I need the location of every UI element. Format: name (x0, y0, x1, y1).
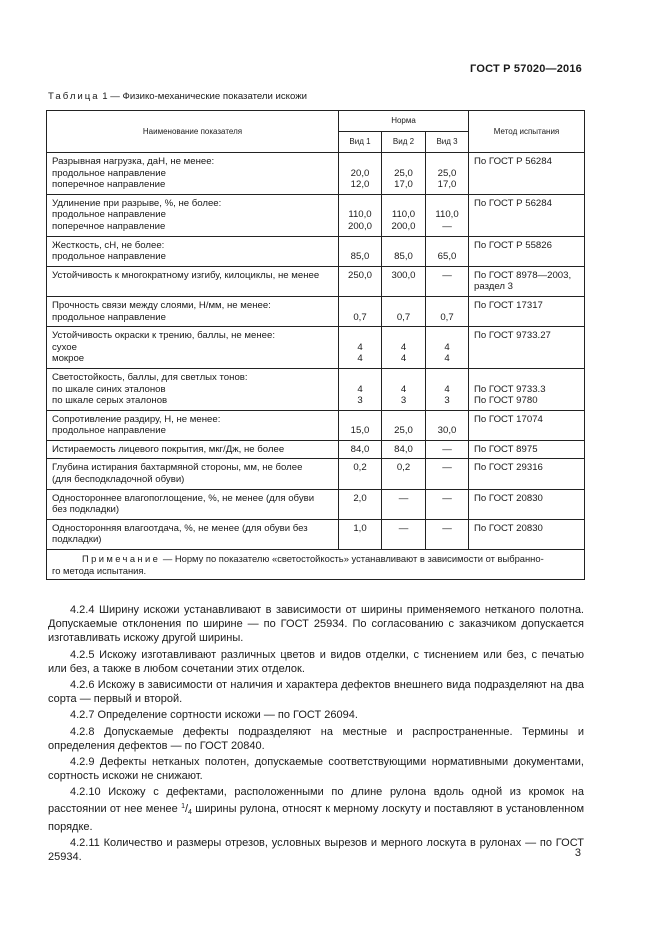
norm-v2-cell (382, 236, 426, 266)
paragraph-4-2-10: 4.2.10 Искожу с дефектами, расположенными по длине рулона вдоль одной из кромок на расстоянии от нее менее $^1/_4$ ширины рулона, относят к мерному лоскуту и поставляют в установленном порядке. (48, 786, 585, 833)
norm-value: 0,2 (396, 462, 411, 474)
norm-value (382, 330, 425, 342)
norm-value: 110,0 (391, 209, 416, 221)
test-method-cell (469, 153, 585, 195)
norm-value: 4 (357, 383, 363, 395)
norm-value (426, 198, 468, 210)
norm-value: 4 (400, 383, 407, 395)
indicator-name-line: подкладки) (52, 534, 102, 546)
norm-v2-cell (382, 194, 426, 236)
indicator-name-line: продольное направление (52, 311, 166, 323)
test-method-cell (469, 296, 585, 326)
indicator-name-cell (47, 368, 339, 410)
norm-value: — (442, 220, 452, 232)
indicator-name-cell (47, 153, 339, 195)
norm-value: — (442, 492, 452, 504)
table-note (47, 550, 585, 580)
table-row (47, 519, 585, 549)
norm-v2-cell (382, 153, 426, 195)
norm-value: 85,0 (394, 251, 413, 263)
norm-v3-cell (426, 410, 469, 440)
norm-v3-cell (426, 327, 469, 369)
norm-value: 3 (444, 395, 450, 407)
column-header-name: Наименование показателя (47, 111, 339, 153)
indicator-name-cell (47, 327, 339, 369)
test-method-cell (469, 519, 585, 549)
indicator-name-line: поперечное направление (52, 220, 166, 232)
norm-v1-cell (339, 519, 382, 549)
norm-value (426, 372, 468, 384)
column-header-vid1: Вид 1 (339, 132, 382, 153)
norm-v3-cell (426, 440, 469, 459)
column-header-vid3: Вид 3 (426, 132, 469, 153)
test-method-cell (469, 194, 585, 236)
norm-value: 0,7 (440, 311, 454, 323)
table-row (47, 236, 585, 266)
test-method-line (474, 372, 581, 384)
table-row (47, 459, 585, 489)
indicator-name-line: Светостойкость, баллы, для светлых тонов: (52, 371, 248, 383)
norm-value: 200,0 (391, 220, 416, 232)
norm-value (426, 240, 468, 252)
table-row (47, 489, 585, 519)
norm-v1-cell (339, 489, 382, 519)
norm-v3-cell (426, 194, 469, 236)
norm-value: 0,2 (353, 462, 367, 474)
test-method-cell (469, 440, 585, 459)
norm-value (339, 156, 381, 168)
paragraph-4-2-6: 4.2.6 Искожу в зависимости от наличия и характера дефектов внешнего вида подразделяют на два сорта — первый и второй. (48, 679, 584, 706)
norm-value: 2,0 (353, 492, 367, 504)
norm-v3-cell (426, 489, 469, 519)
indicator-name-line: без подкладки) (52, 504, 120, 516)
table-row (47, 440, 585, 459)
table-row (47, 153, 585, 195)
test-method-line: По ГОСТ 20830 (474, 492, 543, 504)
norm-value: 300,0 (391, 269, 416, 281)
norm-v3-cell (426, 236, 469, 266)
norm-value (382, 156, 425, 168)
indicator-name-line: Сопротивление раздиру, Н, не менее: (52, 413, 221, 425)
norm-value: 200,0 (347, 220, 372, 232)
norm-value: 65,0 (437, 251, 457, 263)
body-text (48, 603, 584, 866)
norm-value: 0,7 (396, 311, 411, 323)
table-row (47, 410, 585, 440)
norm-value: 84,0 (350, 443, 370, 455)
test-method-line: раздел 3 (474, 281, 513, 293)
norm-value: 3 (400, 395, 407, 407)
test-method-cell (469, 459, 585, 489)
indicator-name-line: Разрывная нагрузка, даН, не менее: (52, 156, 215, 167)
column-header-vid2: Вид 2 (382, 132, 426, 153)
norm-value: 4 (444, 353, 450, 365)
note-label: Примечание (82, 553, 161, 565)
norm-v2-cell (382, 327, 426, 369)
indicator-name-line: Жесткость, сН, не более: (52, 239, 165, 251)
norm-value: 4 (444, 383, 450, 395)
indicator-name-line: Глубина истирания бахтармяной стороны, мм, не более (52, 462, 303, 474)
indicator-name-line: Истираемость лицевого покрытия, мкг/Дж, не более (52, 443, 285, 455)
norm-value: 3 (357, 395, 363, 407)
table-row (47, 296, 585, 326)
norm-value: 12,0 (350, 179, 370, 191)
norm-value: — (442, 462, 452, 474)
column-header-norm: Норма (339, 111, 469, 132)
test-method-line: По ГОСТ 9780 (474, 395, 538, 407)
norm-v3-cell (426, 519, 469, 549)
norm-v3-cell (426, 266, 469, 296)
norm-v1-cell (339, 459, 382, 489)
paragraph-4-2-7: 4.2.7 Определение сортности искожи — по ГОСТ 26094. (70, 709, 358, 722)
norm-v2-cell (382, 489, 426, 519)
table-caption-title: 1 — Физико-механические показатели искожи (99, 91, 307, 102)
test-method-line: По ГОСТ 9733.27 (474, 330, 551, 342)
fraction-denominator: 4 (188, 808, 192, 816)
norm-value: — (442, 522, 452, 534)
norm-value (382, 198, 425, 210)
norm-v2-cell (382, 296, 426, 326)
paragraph-4-2-4: 4.2.4 Ширину искожи устанавливают в зависимости от ширины применяемого нетканого полотна. Допускаемые отклонения по ширине — по ГОСТ 25934. По согласованию с заказчиком допускается изготавливать искожу другой ширины. (48, 604, 584, 645)
norm-v2-cell (382, 410, 426, 440)
table-row (47, 266, 585, 296)
note-text: — Норму по показателю «светостойкость» устанавливают в зависимости от выбранно- (160, 553, 544, 565)
norm-value (426, 300, 468, 312)
norm-v1-cell (339, 266, 382, 296)
norm-v1-cell (339, 440, 382, 459)
indicator-name-cell (47, 440, 339, 459)
test-method-line: По ГОСТ 8978—2003, (474, 269, 572, 281)
norm-v1-cell (339, 327, 382, 369)
norm-v1-cell (339, 153, 382, 195)
indicator-name-line: Одностороннее влагопоглощение, %, не менее (для обуви (52, 492, 315, 504)
norm-value (426, 414, 468, 426)
indicator-name-line: поперечное направление (52, 179, 166, 191)
test-method-line: По ГОСТ 8975 (474, 443, 538, 455)
norm-value (339, 330, 381, 342)
norm-value: 25,0 (437, 167, 457, 179)
test-method-cell (469, 368, 585, 410)
test-method-line: По ГОСТ 29316 (474, 462, 543, 474)
indicator-name-line: сухое (52, 341, 77, 353)
note-text-continued: го метода испытания. (52, 564, 147, 576)
indicator-name-line: Устойчивость окраски к трению, баллы, не менее: (52, 330, 275, 342)
norm-value (426, 156, 468, 168)
test-method-cell (469, 236, 585, 266)
test-method-cell (469, 410, 585, 440)
norm-v1-cell (339, 296, 382, 326)
norm-value: 110,0 (435, 209, 459, 221)
paragraph-4-2-10-end: ширины рулона, относят к мерному лоскуту и поставляют в установленном порядке. (48, 802, 585, 833)
properties-table (46, 110, 585, 580)
norm-value: 4 (400, 353, 407, 365)
norm-v2-cell (382, 440, 426, 459)
norm-v2-cell (382, 519, 426, 549)
table-body (47, 153, 585, 550)
norm-value (339, 414, 381, 426)
norm-value: — (398, 522, 409, 534)
indicator-name-cell (47, 519, 339, 549)
norm-value: — (398, 492, 409, 504)
indicator-name-cell (47, 296, 339, 326)
indicator-name-line: Прочность связи между слоями, Н/мм, не менее: (52, 299, 271, 311)
test-method-cell (469, 489, 585, 519)
norm-v3-cell (426, 368, 469, 410)
norm-value (382, 240, 425, 252)
fraction-numerator: 1 (181, 802, 185, 810)
norm-value: 20,0 (350, 167, 370, 179)
norm-value: 4 (400, 341, 407, 353)
norm-value: — (442, 443, 452, 455)
norm-value: 15,0 (350, 425, 370, 437)
indicator-name-line: Односторонняя влагоотдача, %, не менее (для обуви без (52, 522, 308, 534)
norm-v3-cell (426, 459, 469, 489)
norm-value: 1,0 (353, 522, 367, 534)
norm-value: 17,0 (394, 179, 413, 191)
norm-value: 0,7 (353, 311, 367, 323)
norm-value: 250,0 (347, 269, 372, 281)
test-method-line: По ГОСТ 17317 (474, 299, 543, 311)
table-caption-label: Таблица (48, 91, 100, 102)
norm-value (339, 372, 381, 384)
norm-value (339, 300, 381, 312)
norm-value: 84,0 (394, 443, 413, 455)
test-method-cell (469, 327, 585, 369)
column-header-method: Метод испытания (469, 111, 585, 153)
norm-value: 110,0 (348, 209, 372, 221)
standard-code: ГОСТ Р 57020—2016 (470, 63, 582, 75)
norm-v3-cell (426, 296, 469, 326)
indicator-name-line: Удлинение при разрыве, %, не более: (52, 197, 222, 209)
test-method-line: По ГОСТ 9733.3 (474, 383, 546, 395)
norm-value: 85,0 (350, 251, 370, 263)
test-method-line: По ГОСТ Р 56284 (474, 156, 552, 167)
norm-value (339, 240, 381, 252)
norm-value: 30,0 (437, 425, 457, 437)
indicator-name-line: продольное направление (52, 251, 166, 263)
page-number: 3 (574, 847, 581, 859)
test-method-line: По ГОСТ Р 55826 (474, 239, 552, 251)
norm-value (426, 330, 468, 342)
table-caption (48, 91, 307, 102)
norm-value: 4 (357, 341, 363, 353)
paragraph-4-2-5: 4.2.5 Искожу изготавливают различных цветов и видов отделки, с тиснением или без, с печатью или без, а также в любом сочетании этих отделок. (48, 648, 584, 675)
indicator-name-line: Устойчивость к многократному изгибу, килоциклы, не менее (52, 269, 320, 281)
norm-value (339, 198, 381, 210)
norm-value: 17,0 (437, 179, 457, 191)
test-method-cell (469, 266, 585, 296)
table-row (47, 327, 585, 369)
test-method-line: По ГОСТ 17074 (474, 413, 543, 425)
indicator-name-line: продольное направление (52, 209, 166, 221)
indicator-name-line: по шкале синих эталонов (52, 383, 166, 395)
norm-v2-cell (382, 368, 426, 410)
indicator-name-line: продольное направление (52, 167, 166, 179)
indicator-name-cell (47, 194, 339, 236)
test-method-line: По ГОСТ Р 56284 (474, 197, 552, 209)
indicator-name-cell (47, 266, 339, 296)
indicator-name-cell (47, 459, 339, 489)
norm-value: 25,0 (394, 167, 413, 179)
norm-v1-cell (339, 410, 382, 440)
indicator-name-line: (для бесподкладочной обуви) (52, 474, 185, 486)
norm-value: 25,0 (394, 425, 413, 437)
paragraph-4-2-11: 4.2.11 Количество и размеры отрезов, условных вырезов и мерного лоскута в рулонах — по ГОСТ 25934. (48, 837, 584, 864)
norm-value: 4 (444, 341, 450, 353)
indicator-name-line: продольное направление (52, 425, 166, 437)
norm-v1-cell (339, 368, 382, 410)
norm-value (382, 372, 425, 384)
indicator-name-cell (47, 489, 339, 519)
norm-value (382, 414, 425, 426)
table-row (47, 368, 585, 410)
norm-v2-cell (382, 266, 426, 296)
indicator-name-cell (47, 410, 339, 440)
norm-v3-cell (426, 153, 469, 195)
indicator-name-line: по шкале серых эталонов (52, 395, 168, 407)
paragraph-4-2-10-start: 4.2.10 Искожу с дефектами, расположенными по длине рулона вдоль одной из кромок на расстоянии от нее менее (48, 786, 584, 815)
test-method-line: По ГОСТ 20830 (474, 522, 543, 534)
norm-value: — (442, 269, 452, 281)
norm-v1-cell (339, 194, 382, 236)
indicator-name-line: мокрое (52, 353, 85, 365)
table-row (47, 194, 585, 236)
norm-v2-cell (382, 459, 426, 489)
norm-value: 4 (357, 353, 363, 365)
paragraph-4-2-8: 4.2.8 Допускаемые дефекты подразделяют на местные и распространенные. Термины и определения дефектов — по ГОСТ 20840. (48, 725, 584, 752)
norm-value (382, 300, 425, 312)
norm-v1-cell (339, 236, 382, 266)
indicator-name-cell (47, 236, 339, 266)
paragraph-4-2-9: 4.2.9 Дефекты нетканых полотен, допускаемые соответствующими нормативными документами, сортность искожи не снижают. (48, 756, 584, 783)
